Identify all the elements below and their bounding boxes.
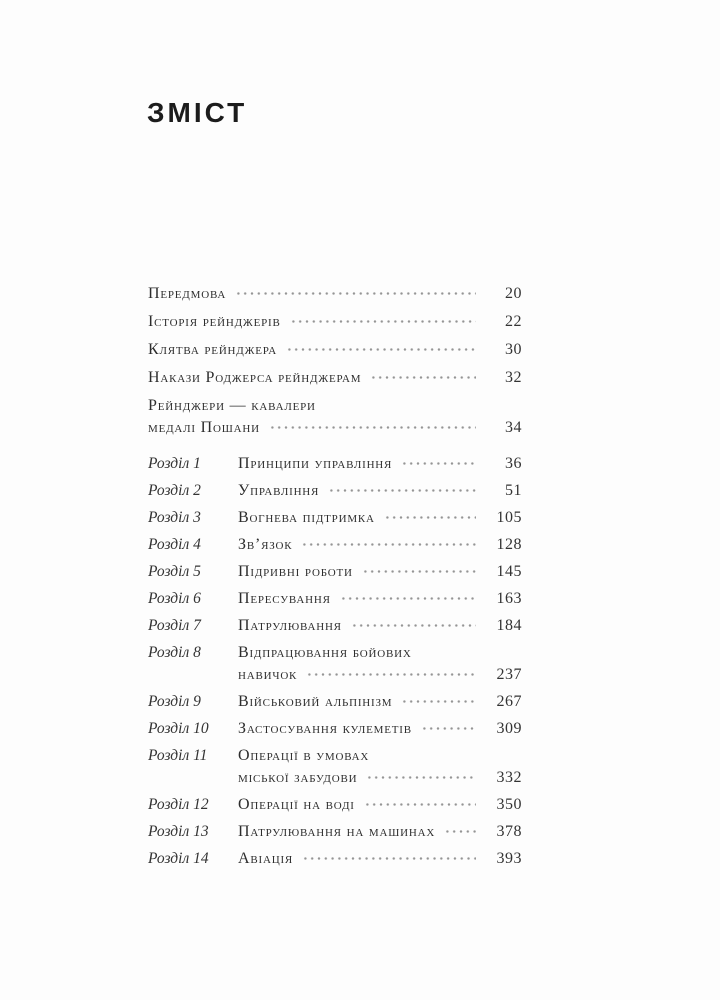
toc-line xyxy=(238,561,522,583)
toc-line xyxy=(148,417,522,439)
entry-title: Авіація xyxy=(238,850,294,867)
chapter-number-label: Розділ 6 xyxy=(148,590,201,607)
entry-lines xyxy=(148,395,522,439)
toc-line xyxy=(238,745,522,767)
entry-title: Патрулювання на машинах xyxy=(238,823,436,840)
chapter-entry xyxy=(148,588,522,610)
toc-line xyxy=(148,339,522,361)
toc-line xyxy=(238,507,522,529)
toc-line xyxy=(238,588,522,610)
dotted-leader xyxy=(301,540,476,549)
entry-title: Зв’язок xyxy=(238,536,293,553)
chapters-list xyxy=(148,453,522,870)
chapter-number-label: Розділ 1 xyxy=(148,455,201,472)
toc-content xyxy=(148,283,522,875)
entry-lines xyxy=(238,718,522,740)
dotted-leader xyxy=(306,670,476,679)
entry-lines xyxy=(148,339,522,361)
chapter-entry xyxy=(148,794,522,816)
entry-lines xyxy=(238,691,522,713)
page-number: 30 xyxy=(505,341,522,358)
dotted-leader xyxy=(235,289,476,298)
dotted-leader xyxy=(401,697,476,706)
toc-line xyxy=(238,794,522,816)
entry-title: Вогнева підтримка xyxy=(238,509,375,526)
entry-title: Пересування xyxy=(238,590,331,607)
page-number: 309 xyxy=(496,720,522,737)
page-number: 237 xyxy=(496,666,522,683)
entry-title: Операції в умовах xyxy=(238,747,370,764)
entry-lines xyxy=(238,794,522,816)
page-number: 163 xyxy=(496,590,522,607)
chapter-number-label: Розділ 13 xyxy=(148,823,209,840)
entry-lines xyxy=(238,615,522,637)
toc-line xyxy=(238,453,522,475)
toc-line xyxy=(148,283,522,305)
page-number: 350 xyxy=(496,796,522,813)
entry-title: Військовий альпінізм xyxy=(238,693,393,710)
entry-title: міської забудови xyxy=(238,769,358,786)
entry-lines xyxy=(148,311,522,333)
toc-line xyxy=(148,311,522,333)
dotted-leader xyxy=(269,423,476,432)
dotted-leader xyxy=(340,594,476,603)
chapter-entry xyxy=(148,534,522,556)
chapter-entry xyxy=(148,821,522,843)
page-number: 51 xyxy=(505,482,522,499)
page-number: 34 xyxy=(505,419,522,436)
chapter-entry xyxy=(148,561,522,583)
dotted-leader xyxy=(384,513,476,522)
chapter-entry xyxy=(148,718,522,740)
entry-title: Накази Роджерса рейнджерам xyxy=(148,369,362,386)
page-number: 378 xyxy=(496,823,522,840)
page-number: 36 xyxy=(505,455,522,472)
dotted-leader xyxy=(370,373,476,382)
entry-title: Відпрацювання бойових xyxy=(238,644,412,661)
toc-line xyxy=(238,691,522,713)
front-matter-entry xyxy=(148,283,522,305)
page-number: 20 xyxy=(505,285,522,302)
entry-lines xyxy=(238,821,522,843)
toc-line xyxy=(238,615,522,637)
front-matter-list xyxy=(148,283,522,439)
chapter-entry xyxy=(148,691,522,713)
entry-title: Операції на воді xyxy=(238,796,355,813)
dotted-leader xyxy=(328,486,476,495)
toc-line xyxy=(238,642,522,664)
entry-lines xyxy=(238,745,522,789)
chapter-number-label: Розділ 14 xyxy=(148,850,209,867)
chapter-number-label: Розділ 4 xyxy=(148,536,201,553)
chapter-number-label: Розділ 12 xyxy=(148,796,209,813)
chapter-entry xyxy=(148,745,522,789)
entry-lines xyxy=(238,453,522,475)
dotted-leader xyxy=(421,724,476,733)
entry-title: Управління xyxy=(238,482,320,499)
chapter-entry xyxy=(148,642,522,686)
chapter-number-label: Розділ 3 xyxy=(148,509,201,526)
page-number: 332 xyxy=(496,769,522,786)
entry-title: Застосування кулеметів xyxy=(238,720,412,737)
dotted-leader xyxy=(362,567,476,576)
dotted-leader xyxy=(286,345,476,354)
dotted-leader xyxy=(364,800,476,809)
entry-title: Передмова xyxy=(148,285,227,302)
entry-title: Історія рейнджерів xyxy=(148,313,281,330)
chapter-number-label: Розділ 5 xyxy=(148,563,201,580)
page-number: 267 xyxy=(496,693,522,710)
front-matter-entry xyxy=(148,311,522,333)
toc-line xyxy=(238,480,522,502)
page-number: 128 xyxy=(496,536,522,553)
dotted-leader xyxy=(290,317,476,326)
toc-line xyxy=(238,821,522,843)
entry-lines xyxy=(238,642,522,686)
entry-lines xyxy=(148,367,522,389)
chapter-entry xyxy=(148,453,522,475)
page-number: 105 xyxy=(496,509,522,526)
entry-title: медалі Пошани xyxy=(148,419,260,436)
toc-line xyxy=(148,367,522,389)
page-number: 22 xyxy=(505,313,522,330)
chapter-entry xyxy=(148,480,522,502)
entry-lines xyxy=(238,480,522,502)
front-matter-entry xyxy=(148,339,522,361)
dotted-leader xyxy=(366,773,476,782)
toc-line xyxy=(238,664,522,686)
chapter-entry xyxy=(148,507,522,529)
entry-lines xyxy=(238,848,522,870)
dotted-leader xyxy=(351,621,476,630)
entry-lines xyxy=(238,507,522,529)
chapter-entry xyxy=(148,615,522,637)
chapter-number-label: Розділ 7 xyxy=(148,617,201,634)
entry-title: Принципи управління xyxy=(238,455,393,472)
toc-line xyxy=(238,718,522,740)
toc-line xyxy=(238,848,522,870)
entry-title: навичок xyxy=(238,666,298,683)
entry-lines xyxy=(238,534,522,556)
chapter-number-label: Розділ 8 xyxy=(148,644,201,661)
entry-title: Рейнджери — кавалери xyxy=(148,397,316,414)
toc-line xyxy=(238,534,522,556)
entry-lines xyxy=(238,561,522,583)
page-number: 145 xyxy=(496,563,522,580)
entry-lines xyxy=(148,283,522,305)
front-matter-entry xyxy=(148,367,522,389)
entry-lines xyxy=(238,588,522,610)
page-number: 32 xyxy=(505,369,522,386)
chapter-number-label: Розділ 11 xyxy=(148,747,208,764)
page-number: 184 xyxy=(496,617,522,634)
chapter-number-label: Розділ 2 xyxy=(148,482,201,499)
toc-line xyxy=(148,395,522,417)
page-title: ЗМІСТ xyxy=(147,97,248,128)
entry-title: Підривні роботи xyxy=(238,563,353,580)
chapter-number-label: Розділ 9 xyxy=(148,693,201,710)
toc-line xyxy=(238,767,522,789)
dotted-leader xyxy=(401,459,476,468)
dotted-leader xyxy=(444,827,476,836)
chapter-number-label: Розділ 10 xyxy=(148,720,209,737)
page-number: 393 xyxy=(496,850,522,867)
entry-title: Патрулювання xyxy=(238,617,342,634)
front-matter-entry xyxy=(148,395,522,439)
dotted-leader xyxy=(302,854,476,863)
entry-title: Клятва рейнджера xyxy=(148,341,278,358)
chapter-entry xyxy=(148,848,522,870)
